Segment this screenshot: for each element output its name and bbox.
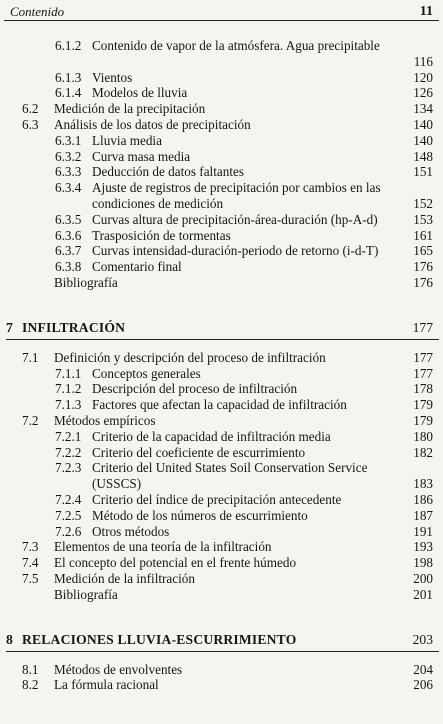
toc-entry-title: Conceptos generales bbox=[92, 365, 201, 381]
toc-entry-number: 7.2.4 bbox=[55, 491, 82, 507]
toc-entry-title: Vientos bbox=[92, 69, 133, 85]
toc-entry-number: 7.2 bbox=[22, 412, 39, 428]
toc-entry bbox=[0, 445, 443, 461]
toc-entry-title: Curvas altura de precipitación-área-duración (hp-A-d) bbox=[92, 211, 378, 227]
chapter-page: 177 bbox=[412, 319, 433, 335]
toc-entry-page: 187 bbox=[413, 507, 433, 523]
toc-entry bbox=[0, 677, 443, 693]
toc-entry-page: 176 bbox=[413, 259, 433, 275]
toc-entry-number: 6.1.4 bbox=[55, 85, 82, 101]
toc-entry-page: 201 bbox=[413, 586, 433, 602]
toc-entry-number: 7.5 bbox=[22, 570, 39, 586]
toc-entry-page: 176 bbox=[413, 274, 433, 290]
toc-entry-number: 6.1.3 bbox=[55, 69, 82, 85]
toc-entry-page: 179 bbox=[413, 412, 433, 428]
toc-entry-page: 178 bbox=[413, 381, 433, 397]
toc-entry bbox=[0, 149, 443, 165]
section-gap bbox=[0, 652, 443, 662]
toc-entry-number: 7.2.6 bbox=[55, 523, 82, 539]
toc-entry-title: Elementos de una teoría de la infiltración bbox=[54, 539, 272, 555]
toc-entry-title: Criterio de la capacidad de infiltración media bbox=[92, 428, 331, 444]
toc-entry-number: 6.3.3 bbox=[55, 164, 82, 180]
toc-entry-number: 7.2.5 bbox=[55, 507, 82, 523]
toc-entry-title: Curvas intensidad-duración-periodo de retorno (i-d-T) bbox=[92, 243, 379, 259]
toc-entry-title: Métodos de envolventes bbox=[54, 661, 183, 677]
toc-entry-number: 7.1 bbox=[22, 349, 39, 365]
toc-entry bbox=[0, 555, 443, 571]
toc-entry-title: Comentario final bbox=[92, 259, 182, 275]
toc-entry-page: 179 bbox=[413, 397, 433, 413]
toc-entry-number: 7.2.1 bbox=[55, 428, 82, 444]
toc-entry bbox=[0, 133, 443, 149]
toc-entry-title: Factores que afectan la capacidad de infiltración bbox=[92, 397, 347, 413]
toc-entry bbox=[0, 397, 443, 413]
chapter-heading bbox=[0, 629, 443, 651]
toc-entry-title: Análisis de los datos de precipitación bbox=[54, 116, 251, 132]
toc-entry bbox=[0, 85, 443, 101]
toc-entry bbox=[0, 243, 443, 259]
toc-entry-title: Contenido de vapor de la atmósfera. Agua precipitable bbox=[92, 38, 380, 53]
toc-entry-page: 116 bbox=[413, 53, 433, 69]
toc-entry bbox=[0, 101, 443, 117]
toc-entry bbox=[0, 366, 443, 382]
toc-entry-page: 186 bbox=[413, 491, 433, 507]
toc-entry-number: 6.3.4 bbox=[55, 180, 82, 196]
toc-entry-page: 148 bbox=[413, 148, 433, 164]
toc-entry-number: 6.3.6 bbox=[55, 227, 82, 243]
toc-entry-title: Trasposición de tormentas bbox=[92, 227, 231, 243]
toc-entry bbox=[0, 259, 443, 275]
toc-entry-number: 6.2 bbox=[22, 101, 39, 117]
toc-entry-number: 6.3.5 bbox=[55, 211, 82, 227]
toc-entry-page: 140 bbox=[413, 116, 433, 132]
toc-entry bbox=[0, 587, 443, 603]
toc-entry-page: 206 bbox=[413, 677, 433, 693]
toc-entry-page: 153 bbox=[413, 211, 433, 227]
toc-entry-title: Deducción de datos faltantes bbox=[92, 164, 244, 180]
toc-entry-number: 7.2.2 bbox=[55, 444, 82, 460]
toc-entry-page: 126 bbox=[413, 85, 433, 101]
toc-entry-number: 6.1.2 bbox=[55, 38, 82, 53]
toc-entry-page: 193 bbox=[413, 539, 433, 555]
toc-entry bbox=[0, 275, 443, 291]
toc-entry-title: Método de los números de escurrimiento bbox=[92, 507, 308, 523]
toc-entry-page: 140 bbox=[413, 132, 433, 148]
toc-entry-page: 152 bbox=[413, 195, 433, 211]
toc-entry-number: 6.3.7 bbox=[55, 243, 82, 259]
toc-entry-number: 7.1.1 bbox=[55, 365, 82, 381]
toc-entry-page: 191 bbox=[413, 523, 433, 539]
toc-entry-page: 183 bbox=[413, 476, 433, 492]
header-rule bbox=[4, 20, 439, 21]
toc-entry-number: 7.3 bbox=[22, 539, 39, 555]
toc-entry-title: Criterio del coeficiente de escurrimiento bbox=[92, 444, 306, 460]
chapter-number: 7 bbox=[6, 319, 13, 335]
toc-entry-title: Criterio del United States Soil Conservation Service (USSCS) bbox=[92, 460, 368, 492]
toc-entry bbox=[0, 460, 443, 492]
toc-entry-number: 7.2.3 bbox=[55, 460, 82, 476]
toc-entry-title: La fórmula racional bbox=[54, 677, 159, 693]
toc-entry-page: 182 bbox=[413, 444, 433, 460]
toc-entry-title: Medición de la infiltración bbox=[54, 570, 195, 586]
toc-entry-title: Ajuste de registros de precipitación por cambios en las condiciones de medición bbox=[92, 180, 381, 211]
running-title: Contenido bbox=[10, 4, 65, 19]
toc-entry-number: 7.4 bbox=[22, 555, 39, 571]
toc-entry-title: Bibliografía bbox=[54, 586, 118, 602]
toc-entry bbox=[0, 212, 443, 228]
table-of-contents bbox=[0, 38, 443, 693]
toc-entry bbox=[0, 180, 443, 212]
chapter-heading bbox=[0, 317, 443, 339]
toc-entry-page: 165 bbox=[413, 243, 433, 259]
toc-entry-page: 120 bbox=[413, 69, 433, 85]
toc-entry-page: 198 bbox=[413, 555, 433, 571]
toc-entry-number: 6.3 bbox=[22, 116, 39, 132]
toc-entry-page: 204 bbox=[413, 661, 433, 677]
toc-entry bbox=[0, 350, 443, 366]
toc-entry-number: 8.2 bbox=[22, 677, 39, 693]
toc-entry-number: 7.1.3 bbox=[55, 397, 82, 413]
section-gap bbox=[0, 340, 443, 350]
chapter-number: 8 bbox=[6, 631, 13, 647]
toc-entry-page: 180 bbox=[413, 428, 433, 444]
toc-entry bbox=[0, 381, 443, 397]
toc-entry bbox=[0, 413, 443, 429]
toc-entry-title: Lluvia media bbox=[92, 132, 162, 148]
toc-entry-page: 161 bbox=[413, 227, 433, 243]
page-number: 11 bbox=[419, 4, 433, 19]
toc-entry bbox=[0, 662, 443, 678]
toc-entry-page: 151 bbox=[413, 164, 433, 180]
toc-entry-title: Otros métodos bbox=[92, 523, 170, 539]
toc-entry bbox=[0, 571, 443, 587]
section-gap bbox=[0, 603, 443, 629]
section-gap bbox=[0, 291, 443, 317]
toc-entry-title: El concepto del potencial en el frente húmedo bbox=[54, 555, 297, 571]
toc-entry-title: Definición y descripción del proceso de infiltración bbox=[54, 349, 326, 365]
toc-entry bbox=[0, 70, 443, 86]
toc-entry-title: Descripción del proceso de infiltración bbox=[92, 381, 298, 397]
toc-entry bbox=[0, 38, 443, 70]
toc-entry-page: 134 bbox=[413, 101, 433, 117]
toc-entry bbox=[0, 508, 443, 524]
toc-entry-title: Curva masa media bbox=[92, 148, 191, 164]
toc-entry bbox=[0, 429, 443, 445]
toc-entry-page: 177 bbox=[413, 349, 433, 365]
toc-entry bbox=[0, 117, 443, 133]
toc-entry-number: 6.3.1 bbox=[55, 132, 82, 148]
toc-entry bbox=[0, 524, 443, 540]
toc-entry-title: Modelos de lluvia bbox=[92, 85, 188, 101]
toc-entry bbox=[0, 164, 443, 180]
chapter-title: RELACIONES LLUVIA-ESCURRIMIENTO bbox=[22, 631, 297, 647]
toc-entry-title: Medición de la precipitación bbox=[54, 101, 206, 117]
toc-entry-title: Métodos empíricos bbox=[54, 412, 156, 428]
chapter-title: INFILTRACIÓN bbox=[22, 319, 126, 335]
toc-entry-number: 6.3.2 bbox=[55, 148, 82, 164]
toc-entry-page: 200 bbox=[413, 570, 433, 586]
toc-entry-number: 6.3.8 bbox=[55, 259, 82, 275]
chapter-page: 203 bbox=[412, 631, 433, 647]
toc-entry bbox=[0, 492, 443, 508]
page-header bbox=[0, 0, 443, 22]
toc-entry-title: Bibliografía bbox=[54, 274, 118, 290]
toc-entry-page: 177 bbox=[413, 365, 433, 381]
toc-entry bbox=[0, 228, 443, 244]
toc-entry-title: Criterio del índice de precipitación antecedente bbox=[92, 491, 342, 507]
toc-entry bbox=[0, 539, 443, 555]
toc-entry-number: 7.1.2 bbox=[55, 381, 82, 397]
toc-entry-number: 8.1 bbox=[22, 661, 39, 677]
